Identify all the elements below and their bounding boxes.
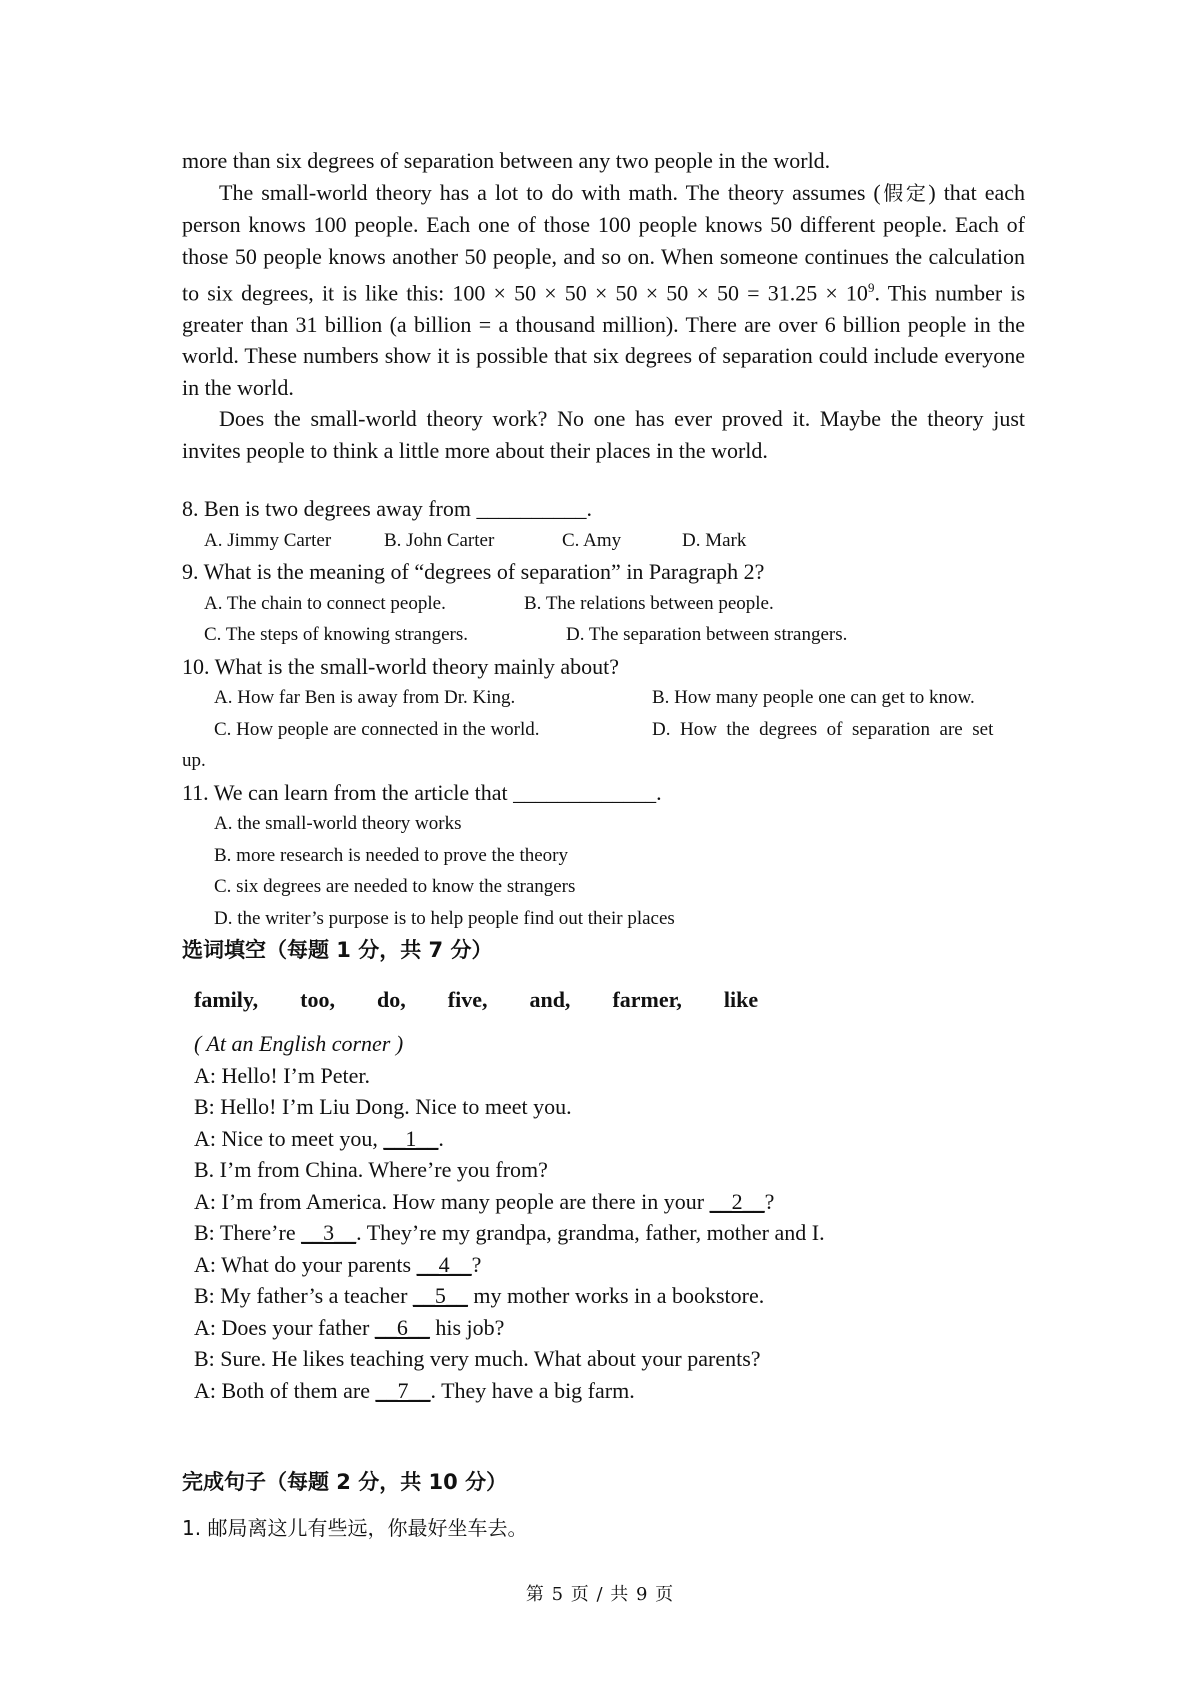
option: D. The separation between strangers. <box>566 624 848 646</box>
question-9: 9. What is the meaning of “degrees of separation” in Paragraph 2? <box>182 559 765 585</box>
blank-5[interactable]: __5__ <box>412 1283 468 1309</box>
option: D. the writer’s purpose is to help people find out their places <box>214 907 675 929</box>
blank-1[interactable]: __1__ <box>383 1125 439 1151</box>
question-11: 11. We can learn from the article that _____________. <box>182 779 662 805</box>
word-bank-item: family, <box>194 987 259 1013</box>
section-heading-fill: 选词填空（每题 1 分，共 7 分） <box>182 938 493 963</box>
word-bank-item: like <box>723 987 759 1013</box>
word-bank-item: farmer, <box>612 987 682 1013</box>
dialog-line: A: I’m from America. How many people are there in your __2__? <box>194 1188 775 1214</box>
question-9-options-row1 <box>204 588 1025 620</box>
passage-text: . This number is greater than 31 billion (a billion = a thousand million). There are over 6 billion people in the world. These numbers show it is possible that six degrees of separation could include everyone in the world. <box>182 280 1026 400</box>
question-10-options-row2 <box>214 714 1025 746</box>
dialog-line: A: Hello! I’m Peter. <box>194 1062 370 1088</box>
question-10-options-row1 <box>214 682 1025 714</box>
option: A. the small-world theory works <box>214 813 462 835</box>
option: A. How far Ben is away from Dr. King. <box>214 687 516 709</box>
passage-paragraph-4: Does the small-world theory work? No one has ever proved it. Maybe the theory just invites people to think a little more about their places in the world. <box>182 406 1025 463</box>
question-10: 10. What is the small-world theory mainly about? <box>182 653 620 679</box>
option: B. John Carter <box>384 529 495 551</box>
blank-2[interactable]: __2__ <box>709 1188 765 1214</box>
passage-text: ) that each person knows 100 people. Each one of those 100 people knows 50 different people. Each of those 50 people knows another 50 people, and so on. When someone continues the calculation to six degrees, it is like this: 100 × 50 × 50 × 50 × 50 × 50 = 31.25 × 10 <box>182 179 1026 306</box>
word-bank-item: and, <box>529 987 571 1013</box>
word-bank <box>194 980 1025 1020</box>
option: C. Amy <box>562 529 622 551</box>
dialog-line: A: Both of them are __7__. They have a big farm. <box>194 1377 635 1403</box>
option: B. The relations between people. <box>524 592 774 614</box>
question-9-options-row2 <box>204 619 1025 651</box>
exam-page <box>182 145 1025 1544</box>
dialog-line: B: There’re __3__. They’re my grandpa, grandma, father, mother and I. <box>194 1220 825 1246</box>
dialog-line: B: My father’s a teacher __5__ my mother works in a bookstore. <box>194 1283 765 1309</box>
section-heading-complete: 完成句子（每题 2 分，共 10 分） <box>182 1470 508 1495</box>
blank-6[interactable]: __6__ <box>374 1314 430 1340</box>
page-footer: 第 5 页 / 共 9 页 <box>525 1584 675 1605</box>
complete-item-1: 1. 邮局离这儿有些远，你最好坐车去。 <box>182 1516 528 1541</box>
dialog-line: A: Does your father __6__ his job? <box>194 1314 505 1340</box>
blank-7[interactable]: __7__ <box>375 1377 431 1403</box>
option: C. The steps of knowing strangers. <box>204 624 469 646</box>
exponent: 9 <box>867 280 875 295</box>
word-bank-item: do, <box>377 987 406 1013</box>
word-bank-item: five, <box>447 987 488 1013</box>
passage-paragraph-3 <box>182 177 1025 404</box>
option: C. How people are connected in the world. <box>214 718 540 740</box>
option: A. The chain to connect people. <box>204 592 446 614</box>
word-bank-item: too, <box>300 987 335 1013</box>
option: A. Jimmy Carter <box>204 529 332 551</box>
question-8-options <box>204 525 1025 557</box>
dialog-line: B: Hello! I’m Liu Dong. Nice to meet you. <box>194 1094 572 1120</box>
option: D. How the degrees of separation are set <box>652 718 994 740</box>
dialog-line: B: Sure. He likes teaching very much. What about your parents? <box>194 1346 761 1372</box>
option: C. six degrees are needed to know the strangers <box>214 876 576 898</box>
dialog-setting: ( At an English corner ) <box>194 1031 404 1057</box>
option: B. How many people one can get to know. <box>652 687 975 709</box>
dialog-line: B. I’m from China. Where’re you from? <box>194 1157 548 1183</box>
dialog-line: A: Nice to meet you, __1__. <box>194 1125 444 1151</box>
option-wrap: up. <box>182 750 206 772</box>
option: B. more research is needed to prove the theory <box>214 844 569 866</box>
blank-3[interactable]: __3__ <box>301 1220 357 1246</box>
option: D. Mark <box>682 529 747 551</box>
passage-gloss: 假定 <box>880 180 929 205</box>
passage-line: more than six degrees of separation between any two people in the world. <box>182 148 831 173</box>
passage-text: The small-world theory has a lot to do with math. The theory assumes ( <box>219 179 881 205</box>
question-8: 8. Ben is two degrees away from __________. <box>182 496 592 522</box>
dialog <box>194 1028 1025 1406</box>
blank-4[interactable]: __4__ <box>416 1251 472 1277</box>
dialog-line: A: What do your parents __4__? <box>194 1251 482 1277</box>
